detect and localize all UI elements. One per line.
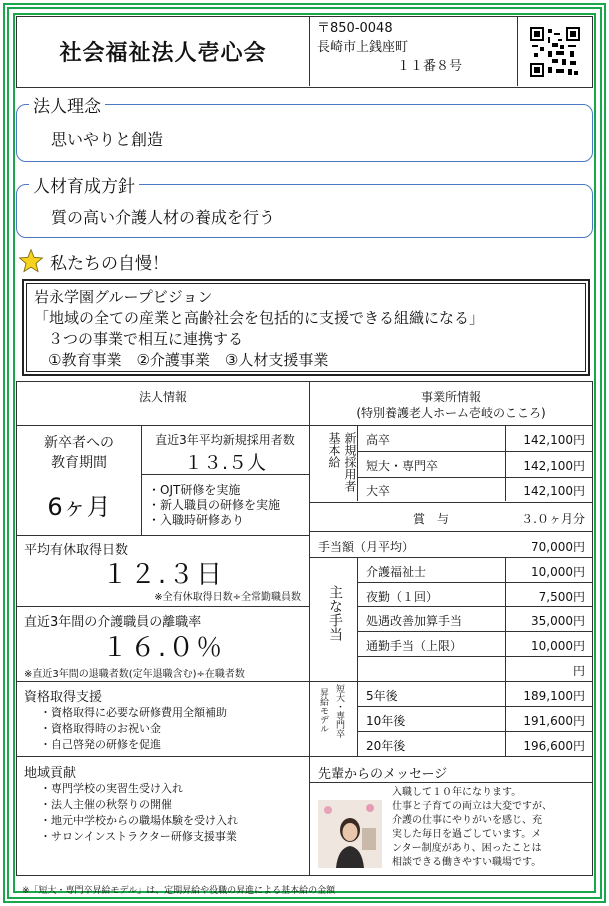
leave-note: ※全有休取得日数÷全常勤職員数 bbox=[154, 592, 301, 603]
allowance-value: 10,000円 bbox=[531, 565, 585, 579]
person-icon bbox=[318, 800, 382, 868]
training-label-2: 教育期間 bbox=[51, 455, 107, 471]
office-info-header: 事業所情報 bbox=[420, 390, 481, 404]
allowance-total: 70,000円 bbox=[531, 540, 585, 554]
training-period: 6ヶ月 bbox=[47, 493, 111, 521]
community-item: ・サロンインストラクター研修支援事業 bbox=[40, 830, 237, 843]
bonus-value: ３.０ヶ月分 bbox=[521, 512, 585, 526]
office-name: (特別養護老人ホーム壱岐のこころ) bbox=[356, 406, 546, 420]
turnover-value: １６.０％ bbox=[101, 633, 225, 663]
model-label: 20年後 bbox=[366, 739, 406, 753]
philosophy-box bbox=[16, 97, 593, 162]
community-label: 地域貢献 bbox=[24, 766, 77, 781]
allowance-label: 夜勤（１回） bbox=[366, 590, 439, 604]
allowance-value: 円 bbox=[572, 664, 585, 678]
message-label: 先輩からのメッセージ bbox=[318, 767, 448, 782]
allowance-value: 7,500円 bbox=[538, 590, 585, 604]
qual-label: 資格取得支援 bbox=[24, 690, 103, 705]
qual-item: ・自己啓発の研修を促進 bbox=[40, 738, 161, 751]
salary-side-label: 新規採用者基本給 bbox=[327, 432, 357, 492]
hr-policy-legend: 人材育成方針 bbox=[29, 172, 139, 197]
corp-info-header: 法人情報 bbox=[138, 390, 187, 404]
address-line-2: １１番８号 bbox=[397, 59, 463, 74]
model-side-1: 昇給モデル bbox=[318, 688, 328, 733]
turnover-note: ※直近3年間の退職者数(定年退職含む)÷在職者数 bbox=[24, 669, 245, 680]
allowance-header: 手当額（月平均） bbox=[318, 540, 415, 554]
address-block bbox=[317, 19, 517, 76]
qual-item: ・資格取得時のお祝い金 bbox=[40, 722, 161, 735]
postal-code: 〒850-0048 bbox=[317, 21, 393, 36]
community-item: ・専門学校の実習生受け入れ bbox=[40, 782, 183, 795]
pride-title: 私たちの自慢！ bbox=[50, 253, 169, 274]
allowance-label: 処遇改善加算手当 bbox=[366, 614, 463, 628]
allowance-value: 35,000円 bbox=[531, 614, 585, 628]
salary-value: 142,100円 bbox=[523, 484, 585, 498]
turnover-label: 直近3年間の介護職員の離職率 bbox=[24, 615, 202, 630]
leave-label: 平均有休取得日数 bbox=[24, 543, 129, 558]
training-item: ・OJT研修を実施 bbox=[148, 483, 241, 497]
allowance-side-label: 主な手当 bbox=[327, 585, 343, 641]
vision-box bbox=[22, 279, 590, 376]
training-label-1: 新卒者への bbox=[44, 435, 114, 451]
footnote: ※「短大・専門卒昇給モデル」は、定期昇給や役職の昇進による基本給の金額 bbox=[22, 886, 336, 896]
message-text bbox=[392, 786, 588, 870]
message-line: 介護の仕事にやりがいを感じ、充 bbox=[392, 815, 542, 826]
staff-photo bbox=[318, 800, 382, 868]
message-line: 仕事と子育ての両立は大変ですが、 bbox=[392, 801, 552, 812]
training-item: ・入職時研修あり bbox=[148, 513, 245, 527]
model-side-2: 短大・専門卒 bbox=[334, 684, 344, 738]
qual-item: ・資格取得に必要な研修費用全額補助 bbox=[40, 706, 227, 719]
hr-policy-box bbox=[16, 177, 593, 238]
header-box bbox=[16, 16, 593, 88]
salary-label: 大卒 bbox=[366, 484, 391, 498]
salary-value: 142,100円 bbox=[523, 433, 585, 447]
bonus-label: 賞 与 bbox=[412, 512, 449, 526]
model-value: 191,600円 bbox=[523, 714, 585, 728]
org-name: 社会福祉法人壱心会 bbox=[17, 17, 310, 86]
message-line: 入職して１０年になります。 bbox=[392, 787, 522, 798]
vision-line-2: 「地域の全ての産業と高齢社会を包括的に支援できる組織になる」 bbox=[34, 309, 485, 327]
hire-value: １３.５人 bbox=[183, 452, 267, 474]
qr-code-icon[interactable] bbox=[530, 27, 580, 77]
philosophy-text: 思いやりと創造 bbox=[51, 130, 164, 149]
allowance-label: 通勤手当（上限） bbox=[366, 639, 463, 653]
message-line: 相談できる働きやすい職場です。 bbox=[392, 857, 542, 868]
community-item: ・法人主催の秋祭りの開催 bbox=[40, 798, 172, 811]
vision-line-1: 岩永学園グループビジョン bbox=[34, 288, 213, 306]
qr-area[interactable] bbox=[517, 17, 592, 86]
model-value: 189,100円 bbox=[523, 689, 585, 703]
vision-line-4: ①教育事業 ②介護事業 ③人材支援事業 bbox=[48, 351, 329, 369]
model-label: 5年後 bbox=[366, 689, 398, 703]
allowance-value: 10,000円 bbox=[531, 639, 585, 653]
message-line: ンター制度があり、困ったことは bbox=[392, 843, 542, 854]
leave-value: １２.３日 bbox=[101, 560, 225, 590]
address-line-1: 長崎市上銭座町 bbox=[317, 40, 409, 55]
salary-value: 142,100円 bbox=[523, 459, 585, 473]
pride-heading bbox=[18, 248, 169, 274]
training-item: ・新人職員の研修を実施 bbox=[148, 498, 281, 512]
star-icon bbox=[18, 248, 44, 274]
allowance-label: 介護福祉士 bbox=[366, 565, 427, 579]
philosophy-legend: 法人理念 bbox=[29, 92, 105, 117]
model-label: 10年後 bbox=[366, 714, 406, 728]
vision-line-3: ３つの事業で相互に連携する bbox=[48, 330, 244, 348]
salary-label: 短大・専門卒 bbox=[366, 459, 439, 473]
hire-label: 直近3年平均新規採用者数 bbox=[155, 433, 295, 447]
model-value: 196,600円 bbox=[523, 739, 585, 753]
message-line: 実した毎日を過ごしています。メ bbox=[392, 829, 542, 840]
community-item: ・地元中学校からの職場体験を受け入れ bbox=[40, 814, 238, 827]
hr-policy-text: 質の高い介護人材の養成を行う bbox=[51, 208, 276, 227]
salary-label: 高卒 bbox=[366, 433, 391, 447]
